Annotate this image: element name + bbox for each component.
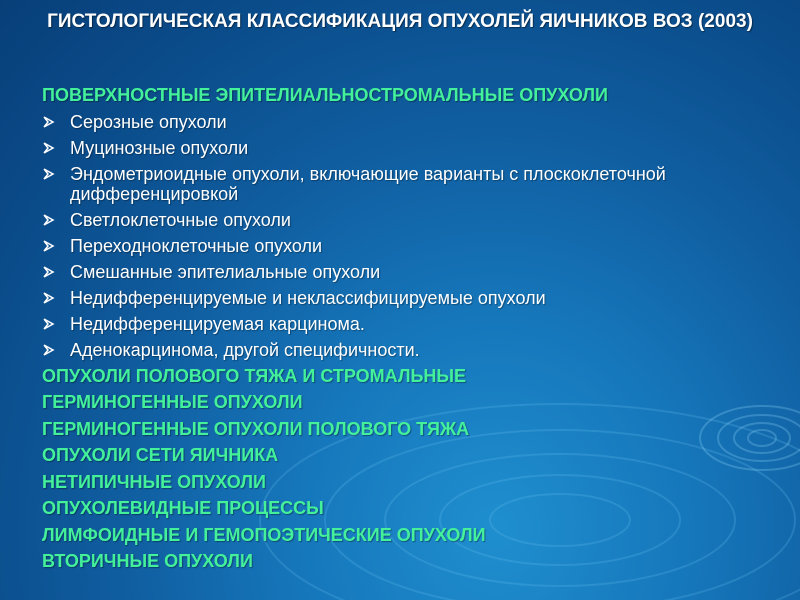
section-heading-secondary: ВТОРИЧНЫЕ ОПУХОЛИ — [42, 551, 253, 571]
surface-epithelial-tumor-list — [42, 109, 782, 363]
classification-content — [42, 82, 782, 575]
section-heading-lymphoid-hematopoietic: ЛИМФОИДНЫЕ И ГЕМОПОЭТИЧЕСКИЕ ОПУХОЛИ — [42, 524, 486, 545]
list-item — [42, 207, 782, 233]
slide-title: ГИСТОЛОГИЧЕСКАЯ КЛАССИФИКАЦИЯ ОПУХОЛЕЙ ЯИЧНИКОВ ВОЗ (2003) — [47, 11, 753, 32]
list-item-label: Эндометриоидные опухоли, включающие варианты с плоскоклеточной дифференцировкой — [70, 163, 666, 204]
chevron-arrow-bullet-icon — [42, 262, 56, 282]
chevron-arrow-bullet-icon — [42, 210, 56, 230]
chevron-arrow-bullet-icon — [42, 112, 56, 132]
list-item-label: Недифференцируемая карцинома. — [70, 313, 365, 334]
list-item-label: Смешанные эпителиальные опухоли — [70, 261, 381, 282]
section-heading-germ-cell: ГЕРМИНОГЕННЫЕ ОПУХОЛИ — [42, 392, 303, 412]
list-item-label: Переходноклеточные опухоли — [70, 235, 323, 256]
section-heading-sex-cord-stromal: ОПУХОЛИ ПОЛОВОГО ТЯЖА И СТРОМАЛЬНЫЕ — [42, 365, 467, 386]
list-item — [42, 109, 782, 135]
list-item — [42, 311, 782, 337]
section-heading-germ-cell-sex-cord: ГЕРМИНОГЕННЫЕ ОПУХОЛИ ПОЛОВОГО ТЯЖА — [42, 418, 470, 439]
section-heading-surface-epithelial: ПОВЕРХНОСТНЫЕ ЭПИТЕЛИАЛЬНОСТРОМАЛЬНЫЕ ОПУХОЛИ — [42, 85, 608, 105]
list-item — [42, 135, 782, 161]
chevron-arrow-bullet-icon — [42, 314, 56, 334]
list-item-label: Светлоклеточные опухоли — [70, 209, 291, 230]
list-item — [42, 233, 782, 259]
list-item — [42, 161, 782, 207]
list-item-label: Серозные опухоли — [70, 111, 227, 132]
section-heading-tumor-like: ОПУХОЛЕВИДНЫЕ ПРОЦЕССЫ — [42, 498, 324, 518]
list-item — [42, 259, 782, 285]
chevron-arrow-bullet-icon — [42, 164, 56, 184]
list-item — [42, 285, 782, 311]
chevron-arrow-bullet-icon — [42, 138, 56, 158]
list-item-label: Недифференцируемые и неклассифицируемые опухоли — [70, 287, 546, 308]
list-item-label: Муцинозные опухоли — [70, 137, 249, 158]
chevron-arrow-bullet-icon — [42, 236, 56, 256]
chevron-arrow-bullet-icon — [42, 340, 56, 360]
list-item-label: Аденокарцинома, другой специфичности. — [70, 339, 420, 360]
list-item — [42, 337, 782, 363]
chevron-arrow-bullet-icon — [42, 288, 56, 308]
section-heading-atypical: НЕТИПИЧНЫЕ ОПУХОЛИ — [42, 471, 266, 492]
section-heading-rete-ovarii: ОПУХОЛИ СЕТИ ЯИЧНИКА — [42, 445, 279, 465]
